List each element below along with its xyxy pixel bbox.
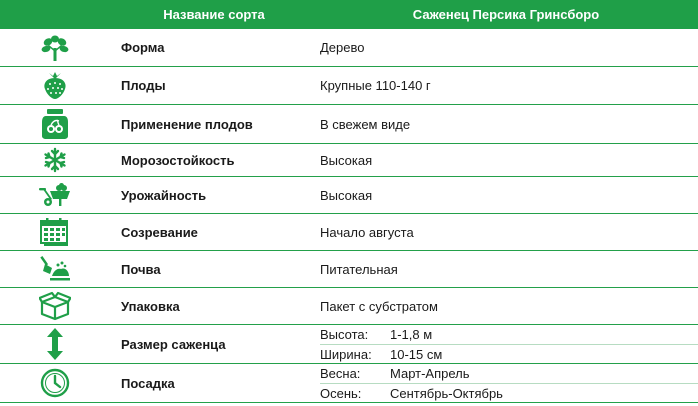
table-row — [0, 144, 698, 177]
sub-row — [320, 383, 698, 403]
tree-icon — [0, 34, 110, 62]
header-name-column: Название сорта — [163, 7, 265, 22]
row-label: Плоды — [121, 78, 166, 93]
row-label: Форма — [121, 40, 165, 55]
sub-value: Март-Апрель — [390, 365, 470, 381]
row-value: Дерево — [320, 40, 365, 55]
row-label: Размер саженца — [121, 336, 226, 352]
row-value: В свежем виде — [320, 116, 411, 132]
row-value: Крупные 110-140 г — [320, 78, 431, 93]
sub-row — [320, 344, 698, 364]
table-row — [0, 325, 698, 364]
strawberry-icon — [0, 71, 110, 101]
table-row — [0, 288, 698, 325]
row-label: Упаковка — [121, 298, 180, 314]
table-row — [0, 29, 698, 67]
sub-row — [320, 364, 698, 383]
sub-key: Весна: — [320, 365, 361, 381]
row-value: Начало августа — [320, 224, 414, 240]
jar-icon — [0, 108, 110, 140]
table-row — [0, 67, 698, 105]
wheelbarrow-icon — [0, 183, 110, 207]
table-row — [0, 251, 698, 288]
sub-key: Высота: — [320, 326, 369, 342]
sub-value: Сентябрь-Октябрь — [390, 385, 503, 401]
row-value: Пакет с субстратом — [320, 298, 438, 314]
sub-row — [320, 325, 698, 344]
header-value-column: Саженец Персика Гринсборо — [412, 7, 600, 22]
row-value: Высокая — [320, 187, 373, 203]
snowflake-icon — [0, 147, 110, 173]
row-label: Почва — [121, 261, 161, 277]
table-row — [0, 214, 698, 251]
table-header — [0, 0, 698, 29]
table-row — [0, 364, 698, 403]
sub-value: 10-15 см — [390, 346, 443, 362]
clock-icon — [0, 368, 110, 398]
arrows-vertical-icon — [0, 328, 110, 360]
calendar-icon — [0, 218, 110, 246]
table-row — [0, 105, 698, 144]
row-value: Питательная — [320, 261, 398, 277]
row-label: Созревание — [121, 224, 198, 240]
shovel-icon — [0, 256, 110, 282]
sub-key: Осень: — [320, 385, 362, 401]
table-row — [0, 177, 698, 214]
row-label: Урожайность — [121, 187, 207, 203]
box-icon — [0, 291, 110, 321]
sub-key: Ширина: — [320, 346, 372, 362]
row-value: Высокая — [320, 152, 373, 168]
row-label: Применение плодов — [121, 116, 253, 132]
sub-value: 1-1,8 м — [390, 326, 433, 342]
row-label: Морозостойкость — [121, 152, 235, 168]
row-label: Посадка — [121, 375, 175, 391]
